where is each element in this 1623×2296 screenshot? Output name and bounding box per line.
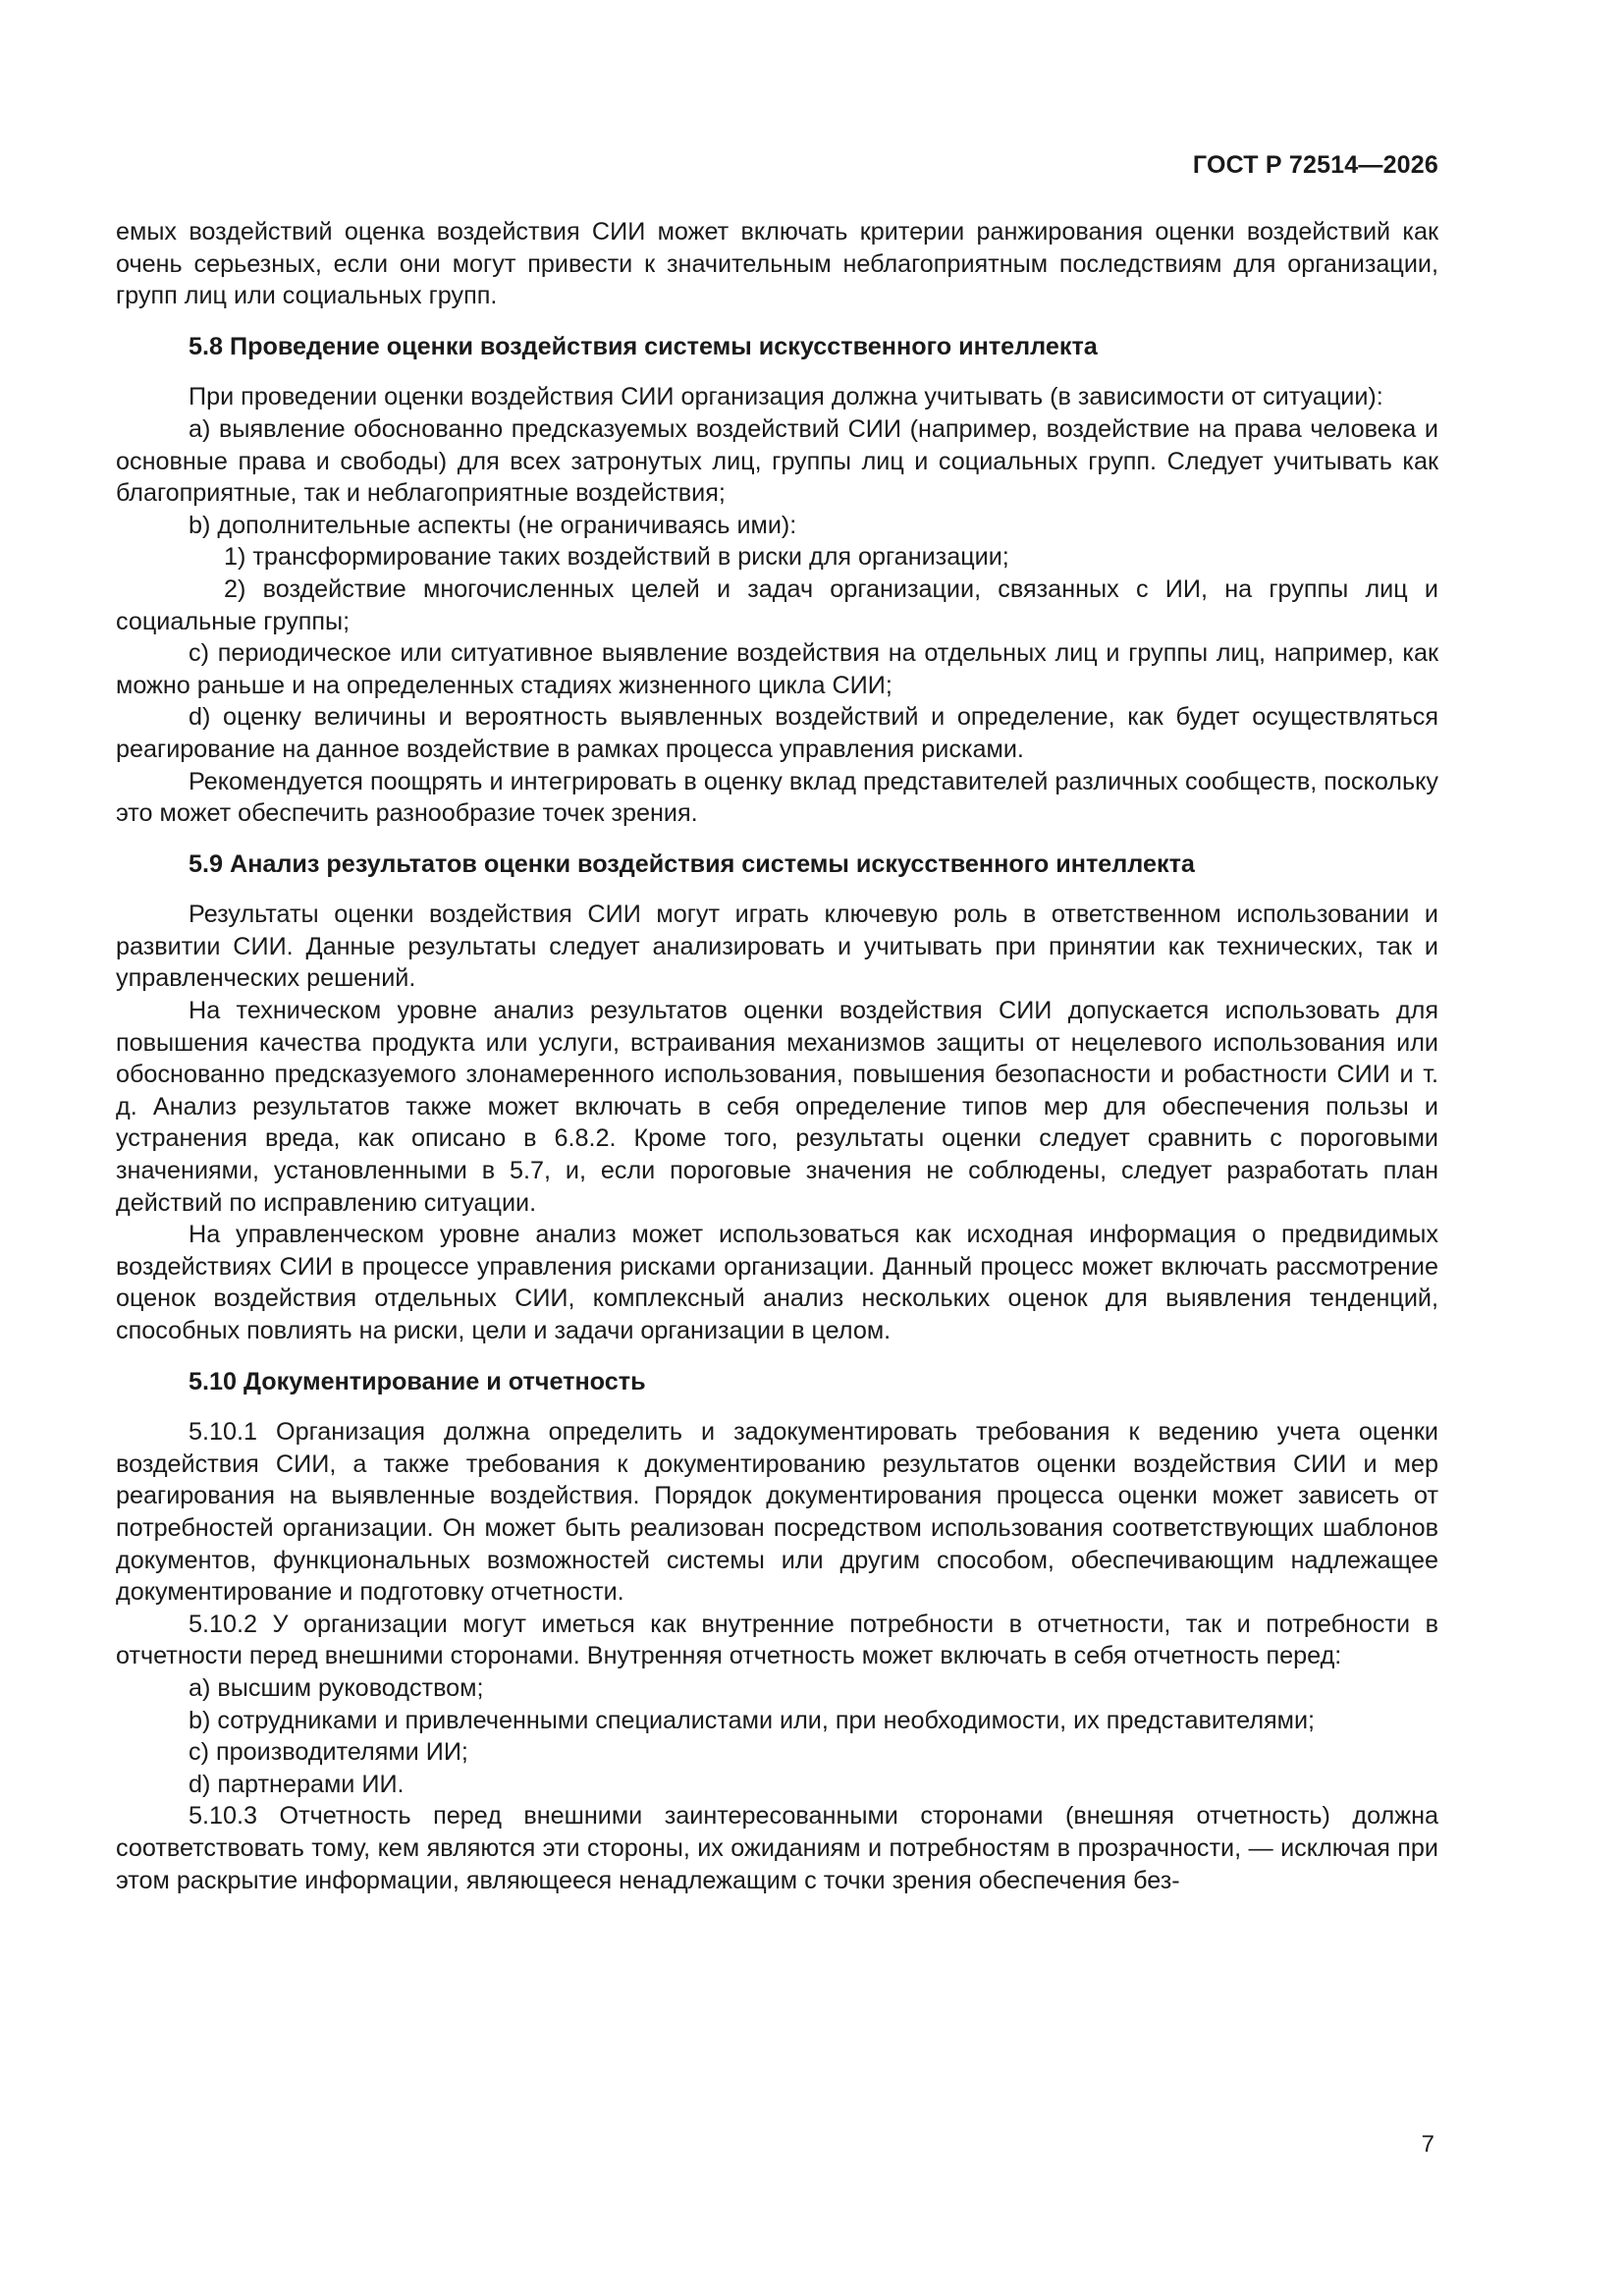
paragraph: При проведении оценки воздействия СИИ организация должна учитывать (в зависимости от ситуации): <box>189 383 1383 411</box>
paragraph: На управленческом уровне анализ может использоваться как исходная информация о предвидимых воздействиях СИИ в процессе управления рисками организации. Данный процесс может включать рассмотрение оценок воздействия отдельных СИИ, комплексный анализ нескольких оценок для выявления тенденций, способных повлиять на риски, цели и задачи организации в целом. <box>116 1221 1438 1344</box>
paragraph: Рекомендуется поощрять и интегрировать в оценку вклад представителей различных сообществ, поскольку это может обеспечить разнообразие точек зрения. <box>116 767 1438 828</box>
section-heading-5-10: 5.10 Документирование и отчетность <box>189 1367 646 1395</box>
paragraph: 5.10.2 У организации могут иметься как внутренние потребности в отчетности, так и потребности в отчетности перед внешними сторонами. Внутренняя отчетность может включать в себя отчетность перед: <box>116 1610 1438 1670</box>
document-header: ГОСТ Р 72514—2026 <box>1192 151 1438 179</box>
paragraph: 5.10.3 Отчетность перед внешними заинтересованными сторонами (внешняя отчетность) должна соответствовать тому, кем являются эти стороны, их ожиданиям и потребностям в прозрачности, — исключая при этом раскрытие информации, являющееся ненадлежащим с точки зрения обеспечения без- <box>116 1802 1438 1894</box>
list-item: b) дополнительные аспекты (не ограничиваясь ими): <box>189 511 797 539</box>
list-item: b) сотрудниками и привлеченными специалистами или, при необходимости, их представителями; <box>189 1706 1316 1734</box>
list-subitem: 2) воздействие многочисленных целей и задач организации, связанных с ИИ, на группы лиц и социальные группы; <box>116 574 1438 635</box>
list-item: d) оценку величины и вероятность выявленных воздействий и определение, как будет осуществляться реагирование на данное воздействие в рамках процесса управления рисками. <box>116 703 1438 763</box>
paragraph: 5.10.1 Организация должна определить и задокументировать требования к ведению учета оценки воздействия СИИ, а также требования к документированию результатов оценки воздействия СИИ и мер реагирования на выявленные воздействия. Порядок документирования процесса оценки может зависеть от потребностей организации. Он может быть реализован посредством использования соответствующих шаблонов документов, функциональных возможностей системы или другим способом, обеспечивающим надлежащее документирование и подготовку отчетности. <box>116 1418 1438 1607</box>
list-item: a) высшим руководством; <box>189 1673 484 1702</box>
list-item: c) производителями ИИ; <box>189 1738 468 1767</box>
page-body <box>116 216 1438 1896</box>
list-subitem: 1) трансформирование таких воздействий в риски для организации; <box>224 543 1009 572</box>
list-item: c) периодическое или ситуативное выявление воздействия на отдельных лиц и группы лиц, например, как можно раньше и на определенных стадиях жизненного цикла СИИ; <box>116 639 1438 699</box>
paragraph: емых воздействий оценка воздействия СИИ может включать критерии ранжирования оценки воздействий как очень серьезных, если они могут привести к значительным неблагоприятным последствиям для организации, групп лиц или социальных групп. <box>116 218 1438 310</box>
paragraph: На техническом уровне анализ результатов оценки воздействия СИИ допускается использовать для повышения качества продукта или услуги, встраивания механизмов защиты от нецелевого использования или обоснованно предсказуемого злонамеренного использования, повышения безопасности и робастности СИИ и т. д. Анализ результатов также может включать в себя определение типов мер для обеспечения пользы и устранения вреда, как описано в 6.8.2. Кроме того, результаты оценки следует сравнить с пороговыми значениями, установленными в 5.7, и, если пороговые значения не соблюдены, следует разработать план действий по исправлению ситуации. <box>116 997 1438 1217</box>
list-item: a) выявление обоснованно предсказуемых воздействий СИИ (например, воздействие на права человека и основные права и свободы) для всех затронутых лиц, группы лиц и социальных групп. Следует учитывать как благоприятные, так и неблагоприятные воздействия; <box>116 414 1438 508</box>
list-item: d) партнерами ИИ. <box>189 1770 405 1798</box>
section-heading-5-8: 5.8 Проведение оценки воздействия системы искусственного интеллекта <box>189 332 1098 360</box>
section-heading-5-9: 5.9 Анализ результатов оценки воздействия системы искусственного интеллекта <box>189 849 1195 878</box>
page-number: 7 <box>1421 2131 1434 2158</box>
paragraph: Результаты оценки воздействия СИИ могут играть ключевую роль в ответственном использовании и развитии СИИ. Данные результаты следует анализировать и учитывать при принятии как технических, так и управленческих решений. <box>116 901 1438 993</box>
